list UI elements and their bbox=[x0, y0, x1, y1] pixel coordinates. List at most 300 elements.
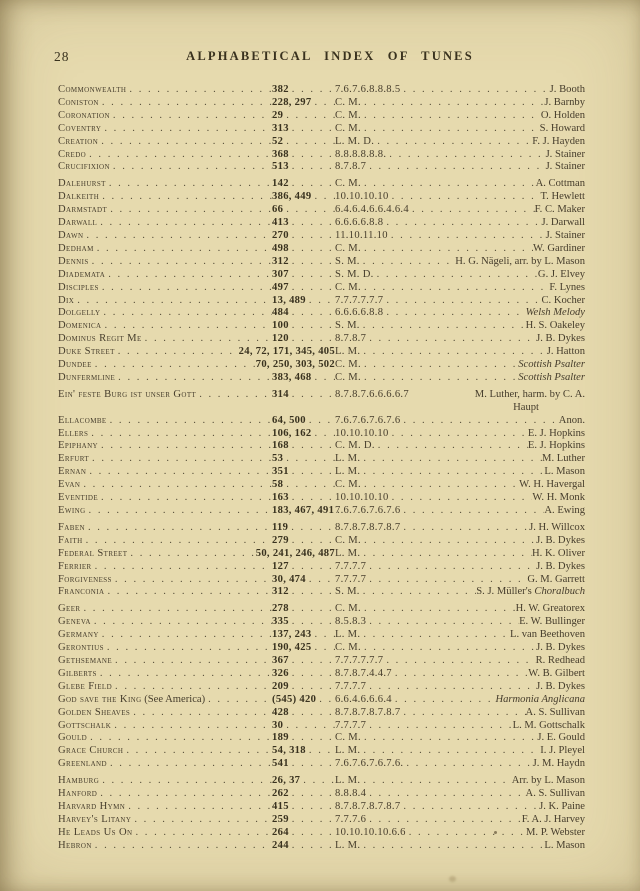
name-pages-cell bbox=[58, 372, 335, 385]
tune-name: Faben bbox=[58, 521, 85, 533]
meter-composer-cell bbox=[335, 840, 585, 853]
index-row bbox=[58, 372, 585, 385]
composer-roman: L. Mason bbox=[544, 466, 585, 478]
page-numbers-cell bbox=[272, 161, 335, 174]
index-row-line bbox=[58, 269, 585, 282]
composer bbox=[536, 681, 585, 694]
dot-leader bbox=[300, 775, 335, 788]
composer-roman: J. Stainer bbox=[545, 229, 585, 241]
dot-leader bbox=[100, 307, 272, 320]
composer bbox=[542, 453, 585, 466]
dot-leader bbox=[289, 801, 335, 814]
tune-name: Ewing bbox=[58, 505, 86, 516]
name-pages-cell bbox=[58, 642, 335, 655]
composer bbox=[528, 440, 585, 453]
dot-leader bbox=[86, 466, 272, 479]
name-pages-cell bbox=[58, 801, 335, 814]
composer bbox=[547, 346, 585, 359]
tune-name: Gould bbox=[58, 732, 88, 744]
tune-name: Germany bbox=[58, 629, 99, 641]
dot-leader bbox=[360, 346, 546, 359]
meter: 11.10.11.10 bbox=[335, 229, 388, 241]
page-numbers: 278 bbox=[272, 603, 289, 615]
dot-leader bbox=[311, 372, 335, 385]
index-row-line bbox=[58, 535, 585, 548]
composer bbox=[544, 97, 585, 110]
index-row-line bbox=[58, 561, 585, 574]
dot-leader bbox=[374, 269, 538, 282]
index-row-line bbox=[58, 629, 585, 642]
index-row-line bbox=[58, 775, 585, 788]
meter: C. M. bbox=[335, 732, 361, 744]
meter: 8.7.8.7 bbox=[335, 161, 367, 173]
dot-leader bbox=[409, 204, 535, 217]
composer bbox=[475, 389, 585, 402]
page-numbers-cell bbox=[272, 694, 335, 707]
meter: C. M. bbox=[335, 109, 361, 121]
index-row bbox=[58, 827, 585, 840]
dot-leader bbox=[388, 230, 546, 243]
dot-leader bbox=[105, 269, 272, 282]
tune-name: Darmstadt bbox=[58, 204, 108, 216]
dot-leader bbox=[126, 84, 272, 97]
dot-leader bbox=[289, 123, 335, 136]
tune-name: Grace Church bbox=[58, 745, 124, 757]
meter: C. M. bbox=[335, 479, 361, 491]
dot-leader bbox=[360, 453, 542, 466]
composer-roman: L. Mason bbox=[544, 839, 585, 851]
dot-leader bbox=[311, 428, 335, 441]
page-numbers-cell bbox=[272, 282, 335, 295]
dot-leader bbox=[306, 415, 335, 428]
dot-leader bbox=[361, 110, 541, 123]
dot-leader bbox=[107, 415, 272, 428]
meter: C. M. bbox=[335, 242, 361, 254]
index-row-line bbox=[58, 346, 585, 359]
page-numbers: 142 bbox=[272, 178, 289, 190]
name-pages-cell bbox=[58, 453, 335, 466]
meter-composer-cell bbox=[335, 243, 585, 256]
composer bbox=[528, 428, 585, 441]
page-numbers-cell bbox=[272, 307, 335, 320]
composer bbox=[533, 758, 585, 771]
meter-composer-cell bbox=[335, 149, 585, 162]
page-numbers: 386, 449 bbox=[272, 191, 312, 203]
composer bbox=[529, 522, 585, 535]
page-numbers-cell bbox=[272, 492, 335, 505]
composer bbox=[528, 668, 585, 681]
page-numbers-cell bbox=[272, 603, 335, 616]
composer-roman: W. B. Gilbert bbox=[528, 667, 585, 679]
dot-leader bbox=[80, 603, 272, 616]
page-numbers: 415 bbox=[272, 800, 289, 812]
dot-leader bbox=[360, 840, 544, 853]
index-row-line bbox=[58, 466, 585, 479]
meter: 10.10.10.10 bbox=[335, 492, 389, 504]
index-row-line bbox=[58, 453, 585, 466]
dot-leader bbox=[400, 415, 558, 428]
index-row-line bbox=[58, 428, 585, 441]
composer-italic: Harmonia Anglicana bbox=[495, 693, 585, 705]
page-numbers: 58 bbox=[272, 479, 284, 491]
name-pages-cell bbox=[58, 123, 335, 136]
page-numbers: 335 bbox=[272, 616, 289, 628]
composer-roman: L. van Beethoven bbox=[509, 629, 585, 641]
dot-leader bbox=[98, 440, 272, 453]
dot-leader bbox=[88, 428, 272, 441]
index-row-line bbox=[58, 642, 585, 655]
name-pages-cell bbox=[58, 178, 335, 191]
meter: C. M. D. bbox=[335, 440, 375, 452]
dot-leader bbox=[283, 136, 335, 149]
page-numbers-cell bbox=[272, 827, 335, 840]
name-pages-cell bbox=[58, 84, 335, 97]
dot-leader bbox=[99, 191, 272, 204]
index-row-line bbox=[58, 616, 585, 629]
tune-name: Ernan bbox=[58, 466, 87, 478]
tune-name: Golden Sheaves bbox=[58, 706, 131, 718]
tune-name: Dundee bbox=[58, 359, 92, 371]
index-row-line bbox=[58, 707, 585, 720]
tune-name: Federal Street bbox=[58, 547, 128, 559]
page-numbers-cell bbox=[272, 256, 335, 269]
dot-leader bbox=[289, 440, 335, 453]
name-pages-cell bbox=[58, 389, 335, 402]
tune-name: Credo bbox=[58, 148, 87, 160]
composer bbox=[526, 307, 585, 320]
page-numbers: 498 bbox=[272, 242, 289, 254]
index-row bbox=[58, 801, 585, 814]
page-numbers: 326 bbox=[272, 667, 289, 679]
meter: 8.8.8.4 bbox=[335, 788, 367, 800]
dot-leader bbox=[289, 230, 335, 243]
index-row bbox=[58, 320, 585, 333]
meter-composer-cell bbox=[335, 453, 585, 466]
dot-leader bbox=[375, 440, 528, 453]
meter: L. M. bbox=[335, 346, 361, 358]
dot-leader bbox=[123, 745, 272, 758]
index-row-line bbox=[58, 548, 585, 561]
name-pages-cell bbox=[58, 629, 335, 642]
name-pages-cell bbox=[58, 230, 335, 243]
scan-smudge bbox=[449, 876, 456, 882]
name-pages-cell bbox=[58, 616, 335, 629]
dot-leader bbox=[392, 694, 496, 707]
page-numbers: 314 bbox=[272, 388, 289, 400]
composer bbox=[527, 574, 585, 587]
dot-leader bbox=[110, 161, 272, 174]
name-pages-cell bbox=[58, 243, 335, 256]
composer-roman: W. H. Havergal bbox=[519, 479, 585, 491]
name-pages-cell bbox=[58, 191, 335, 204]
index-row-line bbox=[58, 333, 585, 346]
name-pages-cell bbox=[58, 561, 335, 574]
meter-composer-cell bbox=[335, 204, 585, 217]
page-numbers-cell bbox=[239, 346, 335, 359]
index-row-line bbox=[58, 230, 585, 243]
composer bbox=[536, 178, 585, 191]
tune-name: Gilberts bbox=[58, 667, 97, 679]
dot-leader bbox=[85, 522, 272, 535]
page-numbers-cell bbox=[272, 720, 335, 733]
index-row bbox=[58, 775, 585, 788]
dot-leader bbox=[102, 320, 272, 333]
meter-composer-cell bbox=[335, 84, 585, 97]
tune-index bbox=[58, 84, 585, 853]
meter-composer-cell bbox=[335, 707, 585, 720]
composer bbox=[536, 561, 585, 574]
meter-composer-cell bbox=[335, 230, 585, 243]
meter: 8.7.8.7.4.4.7 bbox=[335, 667, 392, 679]
dot-leader bbox=[97, 217, 272, 230]
dot-leader bbox=[131, 814, 272, 827]
composer bbox=[536, 655, 585, 668]
index-row-line bbox=[58, 123, 585, 136]
index-group-f bbox=[58, 522, 585, 599]
composer bbox=[526, 827, 585, 840]
index-row-line bbox=[58, 681, 585, 694]
page-numbers: 351 bbox=[272, 466, 289, 478]
index-row-line bbox=[58, 603, 585, 616]
page-numbers: 209 bbox=[272, 680, 289, 692]
composer bbox=[512, 775, 585, 788]
page-numbers-cell bbox=[272, 217, 335, 230]
dot-leader bbox=[289, 307, 335, 320]
tune-name: Ferrier bbox=[58, 560, 92, 572]
meter: 8.7.8.7.8.7.8.7 bbox=[335, 521, 401, 533]
index-row-line bbox=[58, 668, 585, 681]
dot-leader bbox=[83, 230, 272, 243]
name-pages-cell bbox=[58, 535, 335, 548]
meter: 10.10.10.10.6.6 bbox=[335, 826, 406, 838]
composer bbox=[519, 616, 585, 629]
composer-roman: W. Gardiner bbox=[533, 242, 585, 254]
composer-roman: J. M. Haydn bbox=[532, 758, 585, 770]
meter-composer-cell bbox=[335, 428, 585, 441]
name-pages-cell bbox=[58, 814, 335, 827]
name-pages-cell bbox=[58, 204, 335, 217]
page-numbers-cell bbox=[272, 230, 335, 243]
page-numbers: 513 bbox=[272, 161, 289, 173]
name-pages-cell bbox=[58, 732, 335, 745]
tune-name: Domenica bbox=[58, 320, 102, 332]
page-numbers-cell bbox=[272, 574, 335, 587]
composer-roman: J. Booth bbox=[549, 84, 585, 95]
page-numbers: 368 bbox=[272, 148, 289, 160]
dot-leader bbox=[112, 574, 272, 587]
dot-leader bbox=[112, 655, 272, 668]
page-numbers: 30 bbox=[272, 719, 284, 731]
index-row-line bbox=[58, 178, 585, 191]
page-numbers: 29 bbox=[272, 109, 284, 121]
dot-leader bbox=[289, 681, 335, 694]
name-pages-cell bbox=[58, 161, 335, 174]
dot-leader bbox=[99, 775, 272, 788]
composer bbox=[550, 84, 585, 97]
meter: 7.6.7.6.7.6.7.6. bbox=[335, 758, 404, 770]
dot-leader bbox=[366, 574, 527, 587]
dot-leader bbox=[361, 372, 518, 385]
composer-roman: L. M. Gottschalk bbox=[512, 719, 585, 731]
meter: 7.6.7.6.8.8.8.5 bbox=[335, 84, 401, 95]
dot-leader bbox=[289, 333, 335, 346]
page-numbers: 189 bbox=[272, 732, 289, 744]
dot-leader bbox=[289, 788, 335, 801]
index-row-line bbox=[58, 191, 585, 204]
page-numbers-cell bbox=[272, 84, 335, 97]
page-numbers: 106, 162 bbox=[272, 427, 312, 439]
tune-name: Dawn bbox=[58, 229, 84, 241]
name-pages-cell bbox=[58, 758, 335, 771]
dot-leader bbox=[87, 732, 272, 745]
dot-leader bbox=[383, 655, 535, 668]
composer-continuation: Haupt bbox=[513, 401, 539, 413]
tune-name: Harvey's Litany bbox=[58, 813, 132, 825]
dot-leader bbox=[361, 123, 540, 136]
composer-roman: J. Stainer bbox=[545, 148, 585, 160]
dot-leader bbox=[127, 548, 255, 561]
index-row bbox=[58, 505, 585, 518]
meter-composer-cell bbox=[335, 466, 585, 479]
composer bbox=[546, 149, 585, 162]
meter: C. M. bbox=[335, 603, 361, 615]
page-numbers-cell bbox=[272, 389, 335, 402]
composer-roman: J. Darwall bbox=[541, 217, 585, 229]
dot-leader bbox=[101, 123, 272, 136]
composer-roman: J. B. Dykes bbox=[536, 642, 585, 654]
meter-composer-cell bbox=[335, 629, 585, 642]
index-row-line bbox=[58, 505, 585, 518]
meter: 10.10.10.10 bbox=[335, 427, 389, 439]
composer-roman: J. B. Dykes bbox=[536, 560, 585, 572]
tune-name: Ellers bbox=[58, 427, 89, 439]
dot-leader bbox=[366, 788, 525, 801]
tune-name: Dunfermline bbox=[58, 371, 116, 383]
page-numbers: 52 bbox=[272, 135, 284, 147]
tune-name: Dalkeith bbox=[58, 191, 100, 203]
name-pages-cell bbox=[58, 745, 335, 758]
meter: 7.6.7.6.7.6.7.6 bbox=[335, 505, 401, 516]
name-pages-cell bbox=[58, 415, 335, 428]
index-row bbox=[58, 307, 585, 320]
composer-roman: J. H. Willcox bbox=[529, 521, 585, 533]
dot-leader bbox=[361, 243, 533, 256]
index-row bbox=[58, 655, 585, 668]
dot-leader bbox=[289, 840, 335, 853]
meter-composer-cell bbox=[335, 307, 585, 320]
index-row bbox=[58, 178, 585, 191]
index-row bbox=[58, 586, 585, 599]
name-pages-cell bbox=[58, 346, 335, 359]
meter-composer-cell bbox=[335, 492, 585, 505]
composer bbox=[546, 161, 585, 174]
tune-name: Epiphany bbox=[58, 440, 99, 452]
index-row-line bbox=[58, 295, 585, 308]
dot-leader bbox=[306, 574, 335, 587]
index-row-line bbox=[58, 372, 585, 385]
dot-leader bbox=[360, 466, 544, 479]
page-numbers-cell bbox=[272, 642, 335, 655]
name-pages-cell bbox=[58, 548, 335, 561]
index-row bbox=[58, 204, 585, 217]
dot-leader bbox=[107, 758, 272, 771]
page-numbers: 53 bbox=[272, 453, 284, 465]
composer-roman: I. J. Pleyel bbox=[540, 745, 585, 757]
dot-leader bbox=[361, 642, 536, 655]
name-pages-cell bbox=[58, 97, 335, 110]
dot-leader bbox=[306, 745, 335, 758]
name-pages-cell bbox=[58, 282, 335, 295]
index-row bbox=[58, 629, 585, 642]
meter-composer-cell bbox=[335, 191, 585, 204]
dot-leader bbox=[289, 814, 335, 827]
dot-leader bbox=[361, 603, 516, 616]
tune-name: Franconia bbox=[58, 586, 105, 598]
composer-roman: G. J. Elvey bbox=[537, 268, 585, 280]
meter: S. M. bbox=[335, 586, 360, 598]
dot-leader bbox=[86, 505, 272, 518]
dot-leader bbox=[99, 97, 272, 110]
index-group-c bbox=[58, 84, 585, 174]
composer-roman: M. P. Webster bbox=[526, 826, 585, 838]
page-numbers-cell bbox=[272, 788, 335, 801]
index-row bbox=[58, 415, 585, 428]
index-group-e bbox=[58, 389, 585, 518]
dot-leader bbox=[289, 466, 335, 479]
page-numbers-cell bbox=[272, 178, 335, 191]
dot-leader bbox=[283, 453, 335, 466]
index-row bbox=[58, 574, 585, 587]
index-row bbox=[58, 84, 585, 97]
meter: C. M. bbox=[335, 122, 361, 134]
page-numbers: 262 bbox=[272, 788, 289, 800]
name-pages-cell bbox=[58, 359, 335, 372]
tune-name: Evan bbox=[58, 479, 81, 491]
meter-composer-cell bbox=[335, 655, 585, 668]
meter-composer-cell bbox=[335, 681, 585, 694]
index-row-line bbox=[58, 479, 585, 492]
dot-leader bbox=[107, 204, 272, 217]
composer bbox=[513, 720, 585, 733]
page-numbers-cell bbox=[272, 814, 335, 827]
meter: 8.7.8.7.6.6.6.6.7 bbox=[335, 388, 409, 400]
index-group-d bbox=[58, 178, 585, 385]
dot-leader bbox=[360, 586, 476, 599]
meter-composer-cell bbox=[335, 217, 585, 230]
index-row bbox=[58, 269, 585, 282]
tune-name: Greenland bbox=[58, 758, 107, 770]
meter-composer-cell bbox=[335, 548, 585, 561]
composer bbox=[510, 629, 585, 642]
composer bbox=[526, 788, 585, 801]
dot-leader bbox=[283, 720, 335, 733]
index-row bbox=[58, 243, 585, 256]
dot-leader bbox=[106, 178, 272, 191]
meter-composer-cell bbox=[335, 295, 585, 308]
composer-italic: Choralbuch bbox=[534, 586, 585, 598]
index-row-line bbox=[58, 758, 585, 771]
dot-leader bbox=[392, 668, 528, 681]
meter-composer-cell bbox=[335, 616, 585, 629]
meter: L. M. bbox=[335, 453, 361, 465]
meter-composer-cell bbox=[335, 372, 585, 385]
dot-leader bbox=[289, 256, 335, 269]
index-row bbox=[58, 603, 585, 616]
dot-leader bbox=[92, 561, 272, 574]
name-pages-cell bbox=[58, 827, 335, 840]
index-row-line bbox=[58, 492, 585, 505]
page-numbers-cell bbox=[272, 707, 335, 720]
